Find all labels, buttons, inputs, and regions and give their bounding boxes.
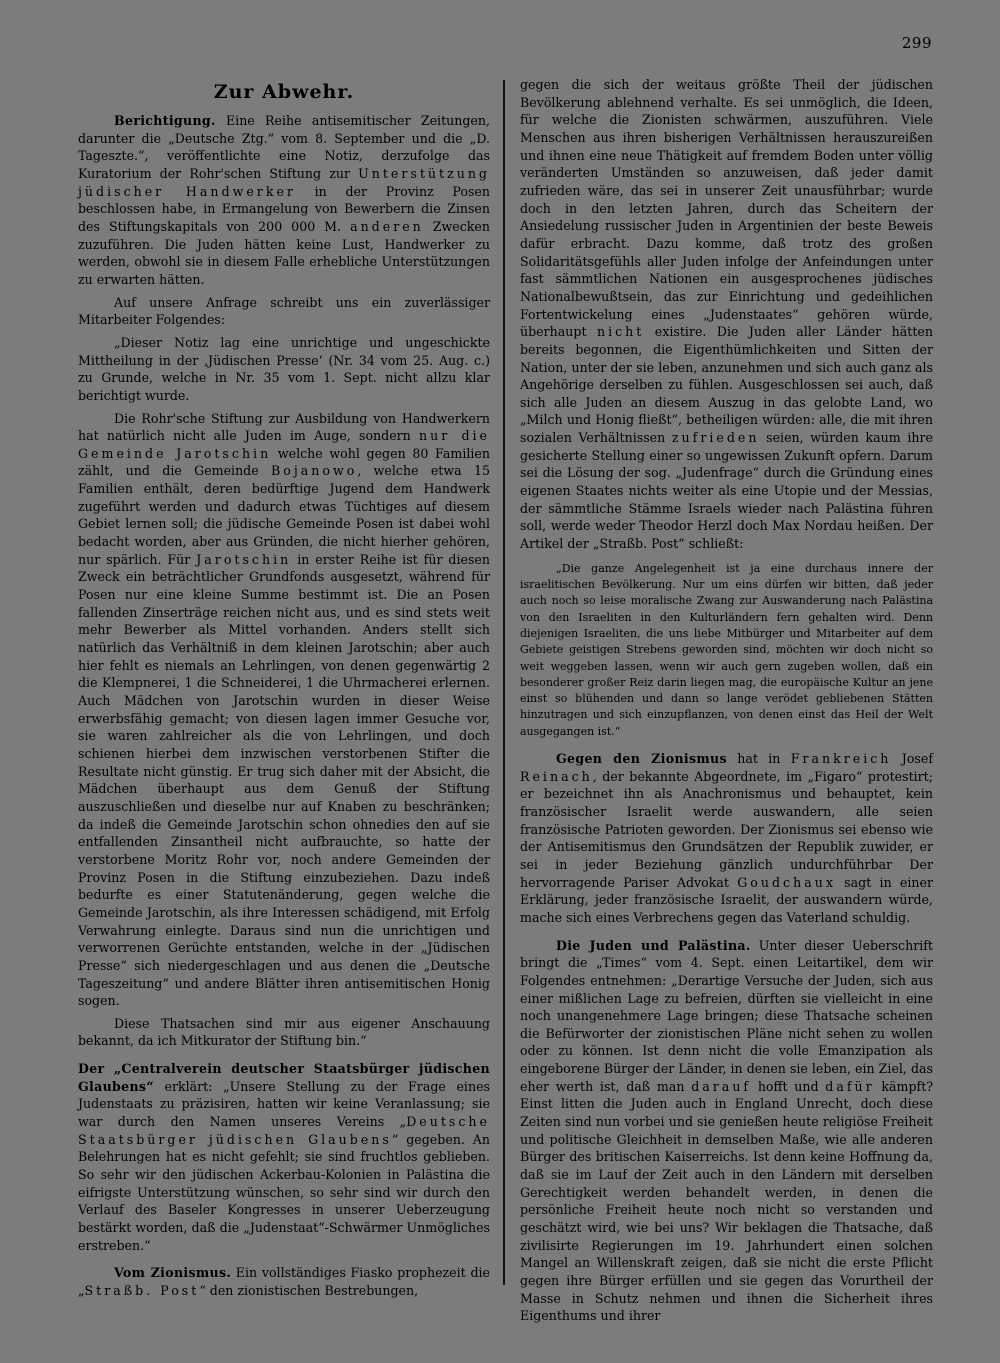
rubric-vom-zionismus: Vom Zionismus. bbox=[114, 1265, 232, 1281]
text-run: “ gegeben. An Belehrungen hat es nicht gefehlt; sie sind fruchtlos geblieben. So sehr wir den jüdischen Ackerbau-Kolonien in Palästina die eifrigste Unterstützung wünschen, so sehr sind wir durch den Verlauf des Baseler Kongresses in unserer Ueberzeugung bestärkt worden, daß die „Judenstaat“-Schwärmer Unmögliches erstreben.“ bbox=[78, 1131, 490, 1253]
text-run: , welche etwa 15 Familien enthält, deren bedürftige Jugend dem Handwerk zugeführt werden und dadurch etwas Tüchtiges auf diesem Gebiet lernen soll; die jüdische Gemeinde Posen ist dabei wohl bedacht worden, aber aus Gründen, die nicht hierher gehören, nur spärlich. Für bbox=[78, 463, 490, 567]
spaced-text: Jarotschin bbox=[196, 551, 292, 567]
text-run: sagt in einer Erklärung, jeder französische Israelit, der auswandern würde, mache sich eines Verbrechens gegen das Vaterland schuldig. bbox=[520, 874, 934, 925]
section-heading: Zur Abwehr. bbox=[213, 81, 355, 103]
text-run: kämpft? Einst litten die Juden auch in England Unrecht, doch diese Zeiten sind nun vorbei und sie genießen heute religiöse Freiheit und politische Gleichheit in demselben Maße, wie alle anderen Bürger des britischen Kaiserreichs. Ist denn keine Hoffnung da, daß sie im Lauf der Zeit auch in den Ländern mit derselben Gerechtigkeit werden behandelt werden, in denen die persönliche Freiheit heute noch nicht so verstanden und geschätzt wird, wie bei uns? Wir beklagen die Thatsache, daß zivilisirte Regierungen im 19. Jahrhundert einen solchen Mangel an Willenskraft zeigen, daß sie nicht die erste Pflicht gegen ihre Bürger erfüllen und sie gegen das Vorurtheil der Masse in Schutz nehmen und ihnen die Sicherheit ihres Eigenthums und ihrer bbox=[520, 1078, 934, 1324]
spaced-text: Frankreich bbox=[790, 750, 892, 766]
spaced-text: Goudchaux bbox=[737, 874, 836, 890]
text-run: seien, würden kaum ihre gesicherte Stellung einer so ungewissen Zukunft opfern. Darum sei die Lösung der sog. „Judenfrage“ durch die Gründung eines eigenen Staates nichts weiter als eine Utopie und der Messias, der sämmtliche Stämme Israels wieder nach Palästina führen soll, werde weder Theodor Herzl doch Max Nordau heißen. Der Artikel der „Straßb. Post“ schließt: bbox=[520, 430, 933, 552]
paragraph: Diese Thatsachen sind mir aus eigener Anschauung bekannt, da ich Mitkurator der Stiftung bin.“ bbox=[78, 1015, 490, 1049]
gegen-zionismus-paragraph bbox=[520, 750, 933, 927]
text-run: in der Provinz Posen beschlossen habe, in Ermangelung von Bewerbern die Zinsen des Stiftungskapitals von 200 000 M. bbox=[78, 183, 490, 234]
vom-zionismus-paragraph bbox=[78, 1264, 490, 1299]
quotation-block: „Die ganze Angelegenheit ist ja eine durchaus innere der israelitischen Bevölkerung. Nur um eins dürfen wir bitten, daß jeder auch noch so leise moralische Zwang zur Auswanderung nach Palästina von den Israeliten in den Kulturländern fern gehalten wird. Denn diejenigen Israeliten, die uns liebe Mitbürger und Mitarbeiter auf dem Gebiete geistigen Strebens geworden sind, möchten wir doch nicht so weit weggeben lassen, wenn wir auch gern zugeben wollen, daß ein besonderer großer Reiz darin liegen mag, die europäische Kultur an jene einst so blühenden und dann so lange verödet gebliebenen Stätten hinzutragen und sich einzupflanzen, von denen einst das Heil der Welt ausgegangen ist.“ bbox=[520, 561, 933, 738]
spaced-text: dafür bbox=[825, 1078, 875, 1094]
rubric-berichtigung: Berichtigung. bbox=[114, 113, 216, 128]
text-run: Josef bbox=[891, 750, 933, 766]
spaced-text: Deutsche Staatsbürger jüdischen Glaubens bbox=[78, 1114, 490, 1147]
left-column bbox=[78, 80, 490, 1300]
paragraph bbox=[78, 410, 490, 1010]
text-run: existire. Die Juden aller Länder hätten bereits begonnen, die Eigenthümlichkeiten und Sitten der Nation, unter der sie leben, anzunehmen und sich auch ganz als Angehörige derselben zu fühlen. Ausgeschlossen sei auch, daß sich alle Juden an diesem Auszug in das gelobte Land, wo „Milch und Honig fließt“, betheiligen würden: alle, die mit ihren sozialen Verhältnissen bbox=[520, 324, 933, 446]
text-run: erklärt: „Unsere Stellung zu der Frage eines Judenstaats zu präzisiren, hatten wir keine Veranlassung; sie war durch den Namen unseres Vereins „ bbox=[78, 1078, 490, 1130]
right-column bbox=[520, 76, 933, 1325]
rubric-centralverein: Der „Centralverein deutscher Staatsbürger jüdischen Glaubens“ bbox=[78, 1061, 490, 1094]
text-run: gegen die sich der weitaus größte Theil der jüdischen Bevölkerung ablehnend verhalte. Es sei unmöglich, die Ideen, für welche die Zionisten schwärmen, auszuführen. Viele Menschen aus ihren bisherigen Verhältnissen herauszureißen und ihnen eine neue Thätigkeit auf fremdem Boden unter völlig veränderten Umständen so anzuweisen, daß jeder damit zufrieden wäre, das sei in unserer Zeit unausführbar; wurde doch in den letzten Jahren, durch das Scheitern der Ansiedelung russischer Juden in Argentinien der beste Beweis dafür erbracht. Dazu komme, daß trotz des großen Solidaritätsgefühls aller Juden infolge der Anfeindungen unter fast sämmtlichen Nationen ein ausgesprochenes jüdisches Nationalbewußtsein, das zur Einrichtung und gedeihlichen Fortentwickelung eines „Judenstaates“ gehören würde, überhaupt bbox=[520, 77, 933, 340]
continuation-paragraph bbox=[520, 76, 933, 553]
rubric-gegen-zionismus: Gegen den Zionismus bbox=[556, 750, 727, 766]
paragraph: Auf unsere Anfrage schreibt uns ein zuverlässiger Mitarbeiter Folgendes: bbox=[78, 294, 490, 328]
berichtigung-paragraph bbox=[78, 112, 490, 289]
text-run: Eine Reihe antisemitischer Zeitungen, darunter die „Deutsche Ztg.“ vom 8. September und die „D. Tageszte.“, veröffentlichte eine Notiz, derzufolge das Kuratorium der Rohr'schen Stiftung zur bbox=[78, 113, 490, 181]
text-run: “ den zionistischen Bestrebungen, bbox=[199, 1283, 419, 1298]
spaced-text: darauf bbox=[691, 1078, 752, 1094]
spaced-text: Bojanowo bbox=[271, 463, 358, 479]
text-run: hofft und bbox=[751, 1078, 826, 1094]
spaced-text: anderen bbox=[350, 218, 424, 234]
spaced-text: nicht bbox=[596, 324, 645, 340]
text-run: welche wohl gegen 80 Familien zählt, und die Gemeinde bbox=[78, 445, 490, 479]
text-run: Die Rohr'sche Stiftung zur Ausbildung von Handwerkern hat natürlich nicht alle Juden im Auge, sondern bbox=[78, 410, 490, 444]
text-run: hat in bbox=[726, 750, 791, 766]
text-run: Zwecken zuzuführen. Die Juden hätten keine Lust, Handwerker zu werden, obwohl sie in diesem Falle erhebliche Unterstützungen zu erwarten hätten. bbox=[78, 218, 490, 287]
spaced-text: Straßb. Post bbox=[84, 1283, 200, 1298]
spaced-text: zufrieden bbox=[671, 430, 760, 446]
spaced-text: Unterstützung jüdischer Handwerker bbox=[78, 165, 490, 199]
paragraph: „Dieser Notiz lag eine unrichtige und ungeschickte Mittheilung in der ‚Jüdischen Presse‘ (Nr. 34 vom 25. Aug. c.) zu Grunde, welche in Nr. 35 vom 1. Sept. nicht allzu klar berichtigt wurde. bbox=[78, 334, 490, 403]
juden-palaestina-paragraph bbox=[520, 937, 933, 1325]
spaced-text: nur die Gemeinde Jarotschin bbox=[78, 428, 490, 461]
spaced-text: Reinach bbox=[520, 768, 593, 784]
centralverein-paragraph bbox=[78, 1060, 490, 1254]
text-run: , der bekannte Abgeordnete, im „Figaro“ protestirt; er bezeichnet ihn als Anachronismus und behauptet, kein französischer Israelit werde auswandern, alle seien französische Patrioten geworden. Der Zionismus sei ebenso wie der Antisemitismus den Grundsätzen der Republik zuwider, er sei in jeder Beziehung gänzlich undurchführbar Der hervorragende Pariser Advokat bbox=[520, 768, 933, 890]
rubric-juden-palaestina: Die Juden und Palästina. bbox=[556, 937, 751, 953]
text-run: Unter dieser Ueberschrift bringt die „Times“ vom 4. Sept. einen Leitartikel, dem wir Folgendes entnehmen: „Derartige Versuche der Juden, sich aus einer mißlichen Lage zu befreien, dürften sie vielleicht in eine noch unangenehmere Lage bringen; diese Thatsache scheinen die Befürworter der zionistischen Pläne nicht sehen zu wollen oder zu können. Ist denn nicht die volle Emanzipation als eingeborene Bürger der Länder, in denen sie leben, ein Ziel, das eher werth ist, daß man bbox=[520, 937, 933, 1094]
page-number: 299 bbox=[901, 34, 932, 52]
column-divider bbox=[503, 80, 505, 1285]
text-run: Ein vollständiges Fiasko prophezeit die „ bbox=[78, 1265, 490, 1298]
text-run: in erster Reihe ist für diesen Zweck ein beträchtlicher Grundfonds ausgesetzt, während für Posen nur eine kleine Summe bestimmt ist. Die an Posen fallenden Zinserträge reichen nicht aus, und es sind stets weit mehr Bewerber als Mittel vorhanden. Anders stellt sich natürlich das Verhältniß in dem kleinen Jarotschin; aber auch hier fehlt es niemals an Lehrlingen, von denen gegenwärtig 2 die Klempnerei, 1 die Schneiderei, 1 die Uhrmacherei erlernen. Auch Mädchen von Jarotschin wurden in dieser Weise erwerbsfähig gemacht; von diesen lagen immer Gesuche vor, sie waren zahlreicher als die von Lehrlingen, und doch schienen hierbei dem inzwischen verstorbenen Stifter die Resultate nicht günstig. Er trug sich daher mit der Absicht, die Mädchen überhaupt aus dem Genuß der Stiftung auszuschließen und dieselbe nur auf Knaben zu beschränken; da indeß die Gemeinde Jarotschin schon ohnedies den auf sie entfallenden Zinsantheil nicht aufbrauchte, so hatte der verstorbene Moritz Rohr vor, noch andere Gemeinden der Provinz Posen in die Stiftung einzubeziehen. Dazu indeß bedurfte es einer Statutenänderung, gegen welche die Gemeinde Jarotschin, als ihre Interessen schädigend, mit Erfolg Verwahrung einlegte. Daraus sind nun die unrichtigen und verworrenen Gerüchte entstanden, welche in der „Jüdischen Presse“ sich niedergeschlagen und aus denen die „Deutsche Tageszeitung“ und andere Blätter ihren antisemitischen Honig sogen. bbox=[78, 551, 490, 1009]
